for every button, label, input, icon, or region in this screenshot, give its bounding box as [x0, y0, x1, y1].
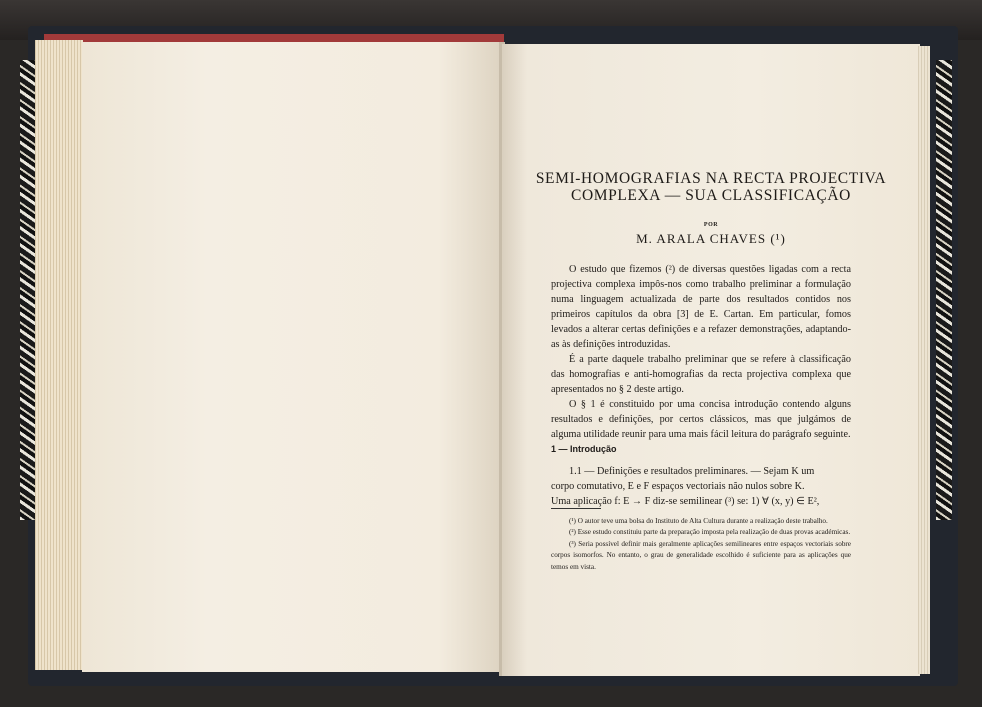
- marbled-endpaper-right: [936, 60, 952, 520]
- article-title-line2: COMPLEXA — SUA CLASSIFICAÇÃO: [571, 187, 851, 204]
- paragraph-2: É a parte daquele trabalho preliminar que se refere à classificação das homografias e anti-homografias da recta projectiva complexa que apresentados no § 2 deste artigo.: [551, 354, 851, 395]
- page-edge-top: [44, 34, 504, 42]
- section-line-2: corpo comutativo, E e F espaços vectoriais não nulos sobre K.: [551, 481, 805, 492]
- abstract-text: [551, 262, 851, 442]
- author-name: M. ARALA CHAVES (¹): [636, 231, 786, 246]
- section-line-1: 1.1 — Definições e resultados preliminares. — Sejam K um: [569, 466, 815, 477]
- article-title-line1: SEMI-HOMOGRAFIAS NA RECTA PROJECTIVA: [535, 170, 887, 187]
- section-text: [551, 464, 851, 509]
- footnote-1: (¹) O autor teve uma bolsa do Instituto de Alta Cultura durante a realização deste trabalho.: [569, 517, 828, 525]
- byline-label: POR: [703, 222, 719, 228]
- paragraph-1: O estudo que fizemos (²) de diversas questões ligadas com a recta projectiva complexa impôs-nos como trabalho preliminar a formulação numa linguagem actualizada de parte dos resultados contidos nos primeiros capítulos da obra [3] de E. Cartan. Em particular, fomos levados a alterar certas definições e a refazer demonstrações, adaptando-as às definições introduzidas.: [551, 264, 851, 350]
- left-page-blank: [82, 42, 502, 672]
- footnote-rule: [551, 508, 601, 509]
- footnote-2: (²) Esse estudo constituiu parte da preparação imposta pela realização de duas provas académicas.: [569, 528, 851, 537]
- page-stack-right: [918, 46, 930, 674]
- footnotes: [551, 516, 851, 573]
- section-line-3: Uma aplicação f: E → F diz-se semilinear (³) se: 1) ∀ (x, y) ∈ E²,: [551, 496, 820, 507]
- paragraph-3: O § 1 é constituido por uma concisa introdução contendo alguns resultados e definições, por certos clássicos, mas que julgámos de alguma utilidade reunir para uma mais fácil leitura do parágrafo seguinte.: [551, 399, 851, 440]
- footnote-3: (³) Seria possível definir mais geralmente aplicações semilineares entre espaços vectoriais sobre corpos isomorfos. No entanto, o grau de generalidade escolhido é suficiente para as aplicações que temos em vista.: [551, 539, 851, 571]
- right-page: [502, 44, 920, 676]
- section-heading: 1 — Introdução: [551, 444, 617, 454]
- page-stack-left: [35, 40, 83, 670]
